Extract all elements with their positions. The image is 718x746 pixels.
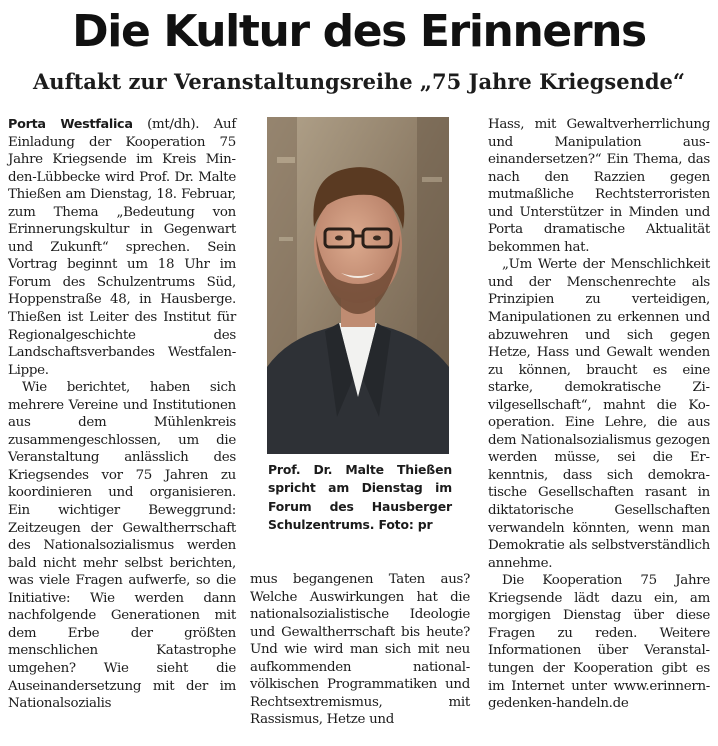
paragraph: Wie berichtet, haben sich mehrere Vereine und Institutionen aus dem Mühlenkreis zusammengeschlossen, um die Veranstaltung anlässlich des Kriegsendes vor 75 Jahren zu koordinieren und organisieren. Ein wichtiger Beweggrund: Zeitzeugen der Gewaltherrschaft des Nationalsozialismus werden bald nicht mehr selbst berichten, was viele Fragen aufwerfe, so die Initiative: Wie werden dann nachfolgende Generationen mit dem Erbe der größten menschlichen Katastrophe umgehen? Wie sieht die Auseinandersetzung mit der im Nationalsozialis xyxy=(8,380,236,712)
paragraph-text: (mt/dh). Auf Einladung der Kooperation 75 Jahre Kriegsende im Kreis Minden-Lübbecke wird Prof. Dr. Malte Thießen am Dienstag, 18. Februar, zum Thema „Bedeutung von Erinnerungskultur in Gegenwart und Zukunft“ sprechen. Sein Vortrag beginnt um 18 Uhr im Forum des Schulzentrums Süd, Hoppenstraße 48, in Hausberge. Thießen ist Leiter des Institut für Regionalgeschichte des Landschaftsverbandes Westfalen-Lippe. xyxy=(8,117,236,378)
article-column-3 xyxy=(488,116,710,713)
paragraph: mus begangenen Taten aus? Welche Auswirkungen hat die nationalsozialistische Ideologie und Gewaltherrschaft bis heute? Und wie wird man sich mit neu aufkommenden national-völkischen Programmatiken und Rechtsextremismus, mit Rassismus, Hetze und xyxy=(250,572,470,728)
article-column-2 xyxy=(250,571,470,729)
paragraph xyxy=(8,116,236,379)
photo-caption: Prof. Dr. Malte Thießen spricht am Dienstag im Forum des Hausberger Schulzentrums. Foto: pr xyxy=(268,462,452,532)
portrait-photo xyxy=(267,117,449,454)
headline: Die Kultur des Erinnerns xyxy=(72,6,646,57)
article-column-1 xyxy=(8,116,236,713)
paragraph: Die Kooperation 75 Jahre Kriegsende lädt dazu ein, am morgigen Dienstag über diese Fragen zu reden. Weitere Informationen über Veranstaltungen der Kooperation gibt es im Internet unter www.erinnern-gedenken-handeln.de xyxy=(488,573,710,712)
paragraph: „Um Werte der Menschlichkeit und der Menschenrechte als Prinzipien zu verteidigen, Manipulationen zu erkennen und abzuwehren und sich gegen Hetze, Hass und Gewalt wenden zu können, braucht es eine starke, demokratische Zivilgesellschaft“, mahnt die Kooperation. Eine Lehre, die aus dem Nationalsozialismus gezogen werden müsse, sei die Erkenntnis, dass sich demokratische Gesellschaften rasant in diktatorische Gesellschaften verwandeln könnten, wenn man Demokratie als selbstverständlich annehme. xyxy=(488,257,710,571)
dateline-location: Porta Westfalica xyxy=(8,117,133,132)
paragraph: Hass, mit Gewaltverherrlichung und Manipulation auseinandersetzen?“ Ein Thema, das nach den Razzien gegen mutmaßliche Rechtsterroristen und Unterstützer in Minden und Porta dramatische Aktualität bekommen hat. xyxy=(488,117,710,255)
subheadline: Auftakt zur Veranstaltungsreihe „75 Jahre Kriegsende“ xyxy=(33,69,685,94)
